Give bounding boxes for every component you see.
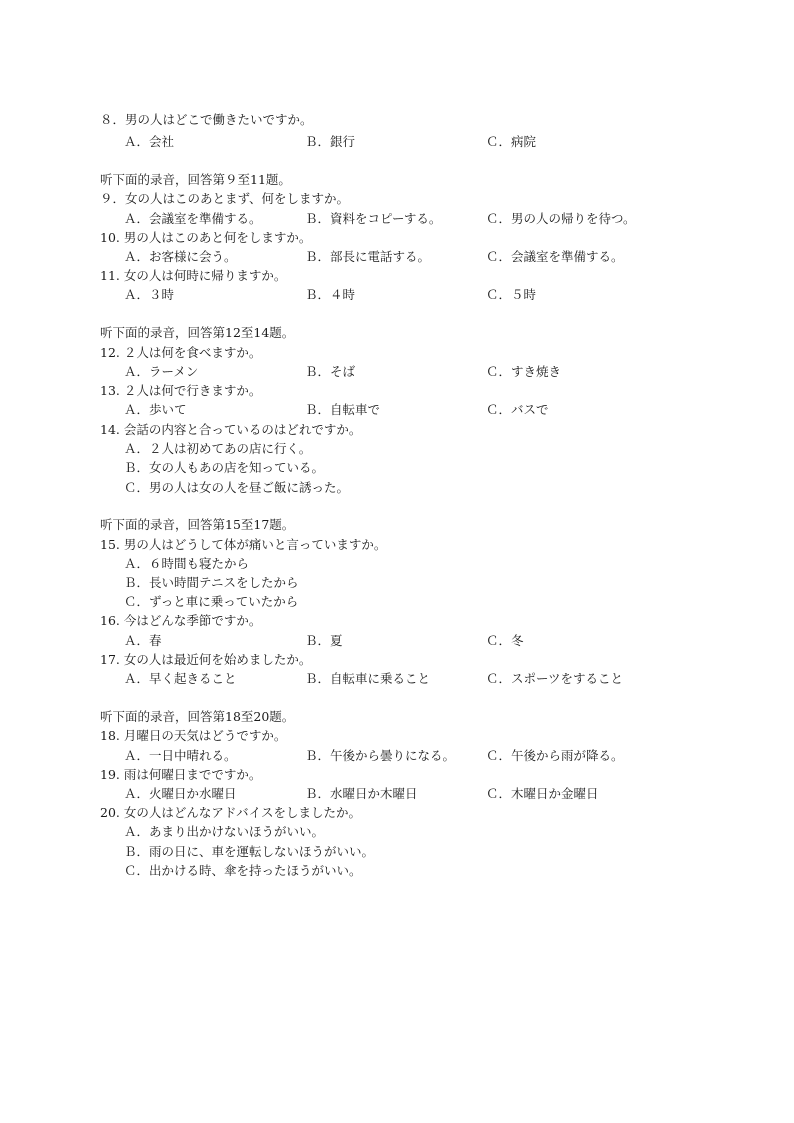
option-20b: Ｂ．雨の日に、車を運転しないほうがいい。 bbox=[124, 844, 375, 859]
option-17c: Ｃ．スポーツをすること bbox=[486, 671, 624, 686]
option-20a: Ａ．あまり出かけないほうがいい。 bbox=[124, 824, 325, 839]
question-12: 12. ２人は何を食べますか。 bbox=[100, 345, 262, 360]
question-17: 17. 女の人は最近何を始めましたか。 bbox=[100, 652, 312, 667]
option-12b: Ｂ．そば bbox=[305, 364, 356, 379]
option-13a: Ａ．歩いて bbox=[124, 402, 187, 417]
option-8c: Ｃ．病院 bbox=[486, 134, 537, 149]
option-12a: Ａ．ラーメン bbox=[124, 364, 199, 379]
question-13: 13. ２人は何で行きますか。 bbox=[100, 383, 262, 398]
option-14a: Ａ．２人は初めてあの店に行く。 bbox=[124, 441, 312, 456]
option-16c: Ｃ．冬 bbox=[486, 633, 524, 648]
option-15b: Ｂ．長い時間テニスをしたから bbox=[124, 575, 299, 590]
option-13c: Ｃ．バスで bbox=[486, 402, 549, 417]
question-8: ８．男の人はどこで働きたいですか。 bbox=[100, 112, 313, 127]
question-20: 20. 女の人はどんなアドバイスをしましたか。 bbox=[100, 805, 361, 820]
option-8a: Ａ．会社 bbox=[124, 134, 175, 149]
question-15: 15. 男の人はどうして体が痛いと言っていますか。 bbox=[100, 537, 387, 552]
option-15c: Ｃ．ずっと車に乗っていたから bbox=[124, 594, 299, 609]
question-10: 10. 男の人はこのあと何をしますか。 bbox=[100, 230, 312, 245]
option-16a: Ａ．春 bbox=[124, 633, 162, 648]
option-19b: Ｂ．水曜日か木曜日 bbox=[305, 786, 418, 801]
option-17a: Ａ．早く起きること bbox=[124, 671, 237, 686]
option-9c: Ｃ．男の人の帰りを待つ。 bbox=[486, 211, 636, 226]
question-16: 16. 今はどんな季節ですか。 bbox=[100, 613, 262, 628]
option-9a: Ａ．会議室を準備する。 bbox=[124, 211, 262, 226]
question-9: ９．女の人はこのあとまず、何をしますか。 bbox=[100, 191, 350, 206]
option-18b: Ｂ．午後から曇りになる。 bbox=[305, 748, 456, 763]
option-17b: Ｂ．自転車に乗ること bbox=[305, 671, 431, 686]
question-11: 11. 女の人は何時に帰りますか。 bbox=[100, 268, 287, 283]
option-11a: Ａ．３時 bbox=[124, 287, 175, 302]
option-13b: Ｂ．自転車で bbox=[305, 402, 381, 417]
option-19a: Ａ．火曜日か水曜日 bbox=[124, 786, 237, 801]
option-12c: Ｃ．すき焼き bbox=[486, 364, 562, 379]
option-11c: Ｃ．５時 bbox=[486, 287, 537, 302]
option-11b: Ｂ．４時 bbox=[305, 287, 356, 302]
option-18c: Ｃ．午後から雨が降る。 bbox=[486, 748, 624, 763]
question-18: 18. 月曜日の天気はどうですか。 bbox=[100, 728, 287, 743]
option-10b: Ｂ．部長に電話する。 bbox=[305, 249, 431, 264]
option-14b: Ｂ．女の人もあの店を知っている。 bbox=[124, 460, 325, 475]
instruction-18-20: 听下面的录音，回答第18至20题。 bbox=[100, 709, 295, 724]
option-10c: Ｃ．会議室を準備する。 bbox=[486, 249, 624, 264]
question-14: 14. 会話の内容と合っているのはどれですか。 bbox=[100, 422, 362, 437]
option-9b: Ｂ．資料をコピーする。 bbox=[305, 211, 442, 226]
option-20c: Ｃ．出かける時、傘を持ったほうがいい。 bbox=[124, 863, 362, 878]
instruction-15-17: 听下面的录音，回答第15至17题。 bbox=[100, 517, 295, 532]
instruction-12-14: 听下面的录音，回答第12至14题。 bbox=[100, 325, 295, 340]
option-14c: Ｃ．男の人は女の人を昼ご飯に誘った。 bbox=[124, 480, 350, 495]
option-19c: Ｃ．木曜日か金曜日 bbox=[486, 786, 599, 801]
option-8b: Ｂ．銀行 bbox=[305, 134, 356, 149]
question-19: 19. 雨は何曜日までですか。 bbox=[100, 767, 262, 782]
option-15a: Ａ．６時間も寝たから bbox=[124, 556, 250, 571]
option-10a: Ａ．お客様に会う。 bbox=[124, 249, 237, 264]
option-18a: Ａ．一日中晴れる。 bbox=[124, 748, 237, 763]
instruction-9-11: 听下面的录音，回答第９至11题。 bbox=[100, 172, 291, 187]
option-16b: Ｂ．夏 bbox=[305, 633, 343, 648]
